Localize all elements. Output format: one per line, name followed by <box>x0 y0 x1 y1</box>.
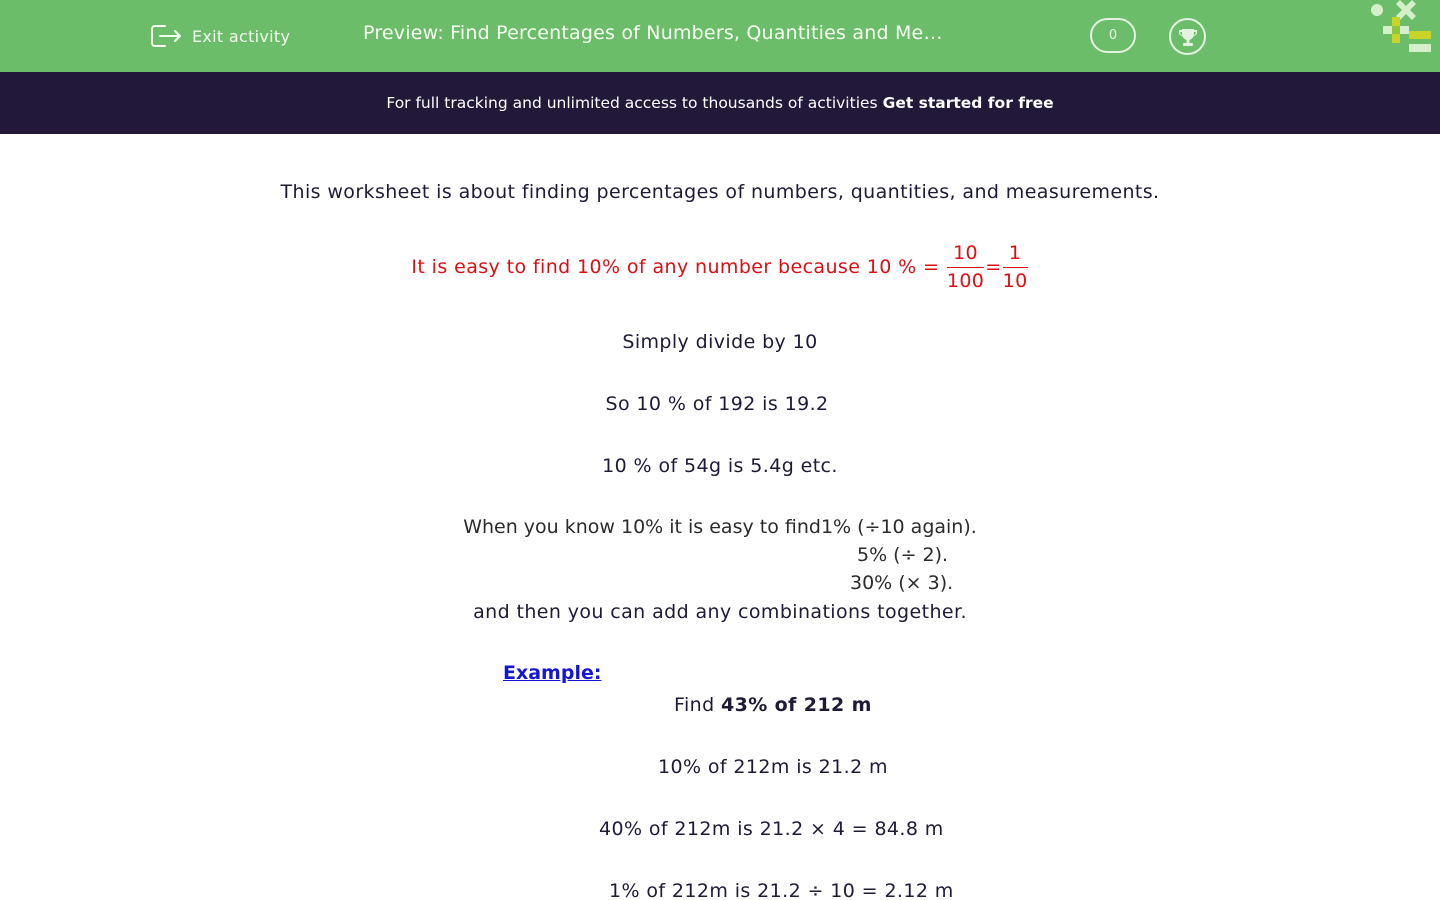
fraction-1-10 <box>1003 240 1028 295</box>
top-bar <box>0 0 1440 72</box>
example-heading[interactable]: Example: <box>503 662 602 684</box>
score-value: 0 <box>1108 28 1118 43</box>
five-percent-text: 5% (÷ 2). <box>857 544 949 566</box>
maths-symbols-logo <box>1366 0 1440 56</box>
exit-activity-label: Exit activity <box>192 26 291 46</box>
fraction-denominator: 100 <box>946 270 985 292</box>
thirty-percent-text: 30% (× 3). <box>850 572 954 594</box>
find-prefix: Find <box>674 694 715 716</box>
score-badge <box>1090 18 1136 53</box>
fraction-numerator: 10 <box>947 240 984 268</box>
exit-icon <box>149 21 183 51</box>
example-54g: 10 % of 54g is 5.4g etc. <box>602 455 838 477</box>
step-40-percent: 40% of 212m is 21.2 × 4 = 84.8 m <box>599 818 944 840</box>
step-10-percent: 10% of 212m is 21.2 m <box>658 756 888 778</box>
promo-banner <box>0 72 1440 134</box>
page-title: Preview: Find Percentages of Numbers, Quantities and Me… <box>363 22 943 44</box>
example-192: So 10 % of 192 is 19.2 <box>605 393 829 415</box>
intro-text: This worksheet is about finding percentages of numbers, quantities, and measurements. <box>280 181 1160 203</box>
banner-text: For full tracking and unlimited access to thousands of activities <box>386 94 878 112</box>
fraction-10-100 <box>947 240 984 295</box>
fraction-denominator: 10 <box>1002 270 1028 292</box>
equals-sign: = <box>985 256 1002 278</box>
get-started-link[interactable]: Get started for free <box>882 94 1054 112</box>
rule-text: It is easy to find 10% of any number because 10 % = <box>411 256 940 278</box>
trophy-icon <box>1177 26 1199 48</box>
know-10-percent-text: When you know 10% it is easy to find1% (÷10 again). <box>463 516 977 538</box>
find-target: 43% of 212 m <box>720 694 872 716</box>
find-task <box>674 694 872 716</box>
exit-activity-button[interactable] <box>149 20 290 52</box>
simply-divide-text: Simply divide by 10 <box>622 331 818 353</box>
fraction-numerator: 1 <box>1003 240 1028 268</box>
step-1-percent: 1% of 212m is 21.2 ÷ 10 = 2.12 m <box>609 880 954 900</box>
combine-text: and then you can add any combinations together. <box>473 601 967 623</box>
ten-percent-rule <box>0 240 1440 295</box>
trophy-button[interactable] <box>1169 18 1206 55</box>
